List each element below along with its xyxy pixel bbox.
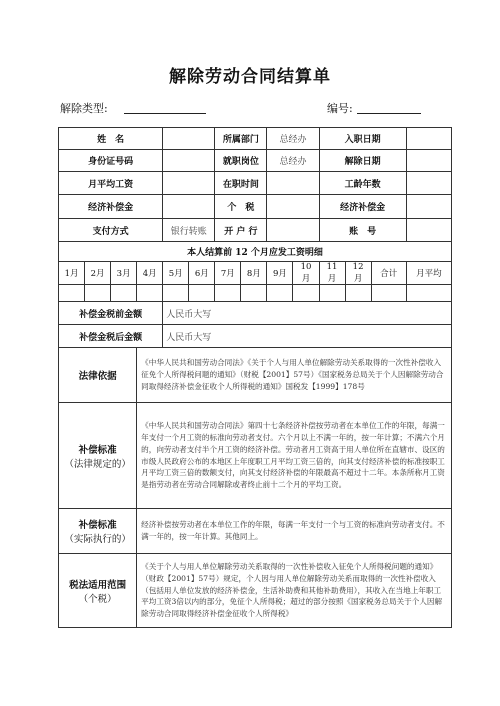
avg-wage-value[interactable]	[163, 172, 215, 195]
standard-legal-row	[59, 403, 452, 509]
info-row-id	[59, 150, 452, 172]
month-value-cell[interactable]	[85, 285, 111, 302]
tax-value[interactable]	[267, 195, 319, 219]
month-header-7: 7月	[215, 262, 241, 285]
id-value[interactable]	[163, 150, 215, 172]
standard-actual-sub: （实际执行的）	[64, 534, 131, 545]
years-label: 工龄年数	[319, 172, 406, 195]
bank-value[interactable]	[267, 219, 319, 242]
account-label: 账 号	[319, 219, 406, 242]
salary-section-title-row	[59, 242, 452, 262]
month-header-5: 5月	[163, 262, 189, 285]
entry-date-label: 入职日期	[319, 128, 406, 150]
bank-label: 开 户 行	[215, 219, 267, 242]
month-header-8: 8月	[241, 262, 267, 285]
month-value-cell[interactable]	[59, 285, 85, 302]
tenure-value[interactable]	[267, 172, 319, 195]
document-title: 解除劳动合同结算单	[169, 67, 331, 87]
post-tax-row	[59, 325, 452, 348]
tax-scope-text: 《关于个人与用人单位解除劳动关系取得的一次性补偿收入征免个人所得税问题的通知》（财政【2001】57号）规定，个人因与用人单位解除劳动关系而取得的一次性补偿收入（包括用人单位发放的经济补偿金，生活补助费和其他补助费用），其收入在当地上年职工平均工资3倍以内的部分，免征个人所得税；超过的部分按照《国家税务总局关于个人因解除劳动合同取得经济补偿金征收个人所得税》	[137, 554, 452, 628]
standard-legal-label: 补偿标准	[78, 444, 117, 456]
month-header-4: 4月	[137, 262, 163, 285]
info-row-name	[59, 128, 452, 150]
compensation-label-2: 经济补偿金	[319, 195, 406, 219]
position-value[interactable]: 总经办	[267, 150, 319, 172]
years-value[interactable]	[406, 172, 451, 195]
total-header: 合计	[371, 262, 406, 285]
tax-scope-label: 税法适用范围	[69, 579, 127, 591]
month-value-cell[interactable]	[241, 285, 267, 302]
dept-value[interactable]: 总经办	[267, 128, 319, 150]
account-value[interactable]	[406, 219, 451, 242]
id-label: 身份证号码	[59, 150, 163, 172]
compensation-label: 经济补偿金	[59, 195, 163, 219]
dept-label: 所属部门	[215, 128, 267, 150]
standard-actual-label-cell	[59, 509, 137, 554]
release-date-value[interactable]	[406, 150, 451, 172]
month-header-3: 3月	[111, 262, 137, 285]
month-header-1: 1月	[59, 262, 85, 285]
standard-legal-text: 《中华人民共和国劳动合同法》第四十七条经济补偿按劳动者在本单位工作的年限，每满一年支付一个月工资的标准向劳动者支付。六个月以上不满一年的，按一年计算；不满六个月的，向劳动者支付半个月工资的经济补偿。劳动者月工资高于用人单位所在直辖市、设区的市级人民政府公布的本地区上年度职工月平均工资三倍的，向其支付经济补偿的标准按职工月平均工资三倍的数额支付，向其支付经济补偿的年限最高不超过十二年。本条所称月工资是指劳动者在劳动合同解除或者终止前十二个月的平均工资。	[137, 403, 452, 509]
info-row-compensation	[59, 195, 452, 219]
total-value-cell[interactable]	[371, 285, 406, 302]
month-value-cell[interactable]	[345, 285, 371, 302]
month-header-9: 9月	[267, 262, 293, 285]
release-date-label: 解除日期	[319, 150, 406, 172]
month-value-row	[59, 285, 452, 302]
tax-scope-label-cell	[59, 554, 137, 628]
legal-basis-label: 法律依据	[59, 348, 137, 403]
legal-basis-row	[59, 348, 452, 403]
info-row-payment	[59, 219, 452, 242]
tenure-label: 在职时间	[215, 172, 267, 195]
month-header-6: 6月	[189, 262, 215, 285]
month-header-10: 10月	[293, 262, 319, 285]
release-type-label: 解除类型:	[60, 102, 108, 115]
name-label: 姓 名	[59, 128, 163, 150]
compensation-value[interactable]	[163, 195, 215, 219]
month-value-cell[interactable]	[111, 285, 137, 302]
info-row-wage	[59, 172, 452, 195]
post-tax-value[interactable]: 人民币大写	[163, 325, 452, 348]
position-label: 就职岗位	[215, 150, 267, 172]
salary-section-title: 本人结算前 12 个月应发工资明细	[59, 242, 452, 262]
month-value-cell[interactable]	[267, 285, 293, 302]
pre-tax-row	[59, 302, 452, 325]
legal-basis-text: 《中华人民共和国劳动合同法》《关于个人与用人单位解除劳动关系取得的一次性补偿收入征免个人所得税问题的通知》（财税【2001】57号）《国家税务总局关于个人因解除劳动合同取得经济补偿金征收个人所得税的通知》国税发【1999】178号	[137, 348, 452, 403]
payment-value[interactable]: 银行转账	[163, 219, 215, 242]
standard-actual-text: 经济补偿按劳动者在本单位工作的年限，每满一年支付一个与工资的标准向劳动者支付。不满一年的，按一年计算。其他同上。	[137, 509, 452, 554]
month-value-cell[interactable]	[163, 285, 189, 302]
entry-date-value[interactable]	[406, 128, 451, 150]
pre-tax-label: 补偿金税前金额	[59, 302, 163, 325]
month-value-cell[interactable]	[137, 285, 163, 302]
month-header-12: 12月	[345, 262, 371, 285]
month-header-11: 11月	[319, 262, 345, 285]
monthly-average-header: 月平均	[406, 262, 451, 285]
month-value-cell[interactable]	[189, 285, 215, 302]
post-tax-label: 补偿金税后金额	[59, 325, 163, 348]
settlement-form	[58, 127, 452, 628]
month-value-cell[interactable]	[293, 285, 319, 302]
avg-wage-label: 月平均工资	[59, 172, 163, 195]
month-value-cell[interactable]	[215, 285, 241, 302]
number-field[interactable]	[357, 113, 421, 114]
standard-actual-row	[59, 509, 452, 554]
pre-tax-value[interactable]: 人民币大写	[163, 302, 452, 325]
tax-scope-sub: （个税）	[78, 593, 117, 605]
month-header-row	[59, 262, 452, 285]
standard-legal-sub: （法律规定的）	[64, 458, 131, 470]
month-header-2: 2月	[85, 262, 111, 285]
compensation-value-2[interactable]	[406, 195, 451, 219]
payment-label: 支付方式	[59, 219, 163, 242]
tax-label: 个 税	[215, 195, 267, 219]
monthly-average-value-cell[interactable]	[406, 285, 451, 302]
number-label: 编号:	[327, 102, 353, 115]
month-value-cell[interactable]	[319, 285, 345, 302]
release-type-field[interactable]	[124, 113, 206, 114]
standard-legal-label-cell	[59, 403, 137, 509]
tax-scope-row	[59, 554, 452, 628]
standard-actual-label: 补偿标准	[78, 520, 117, 531]
name-value[interactable]	[163, 128, 215, 150]
